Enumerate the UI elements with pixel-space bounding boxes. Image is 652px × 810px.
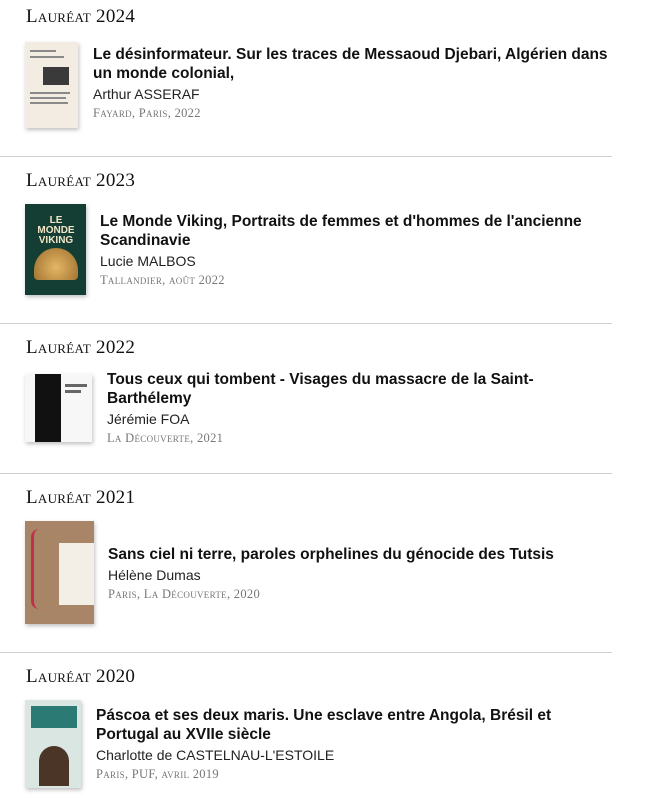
book-publisher: Paris, La Découverte, 2020	[108, 587, 260, 601]
viking-ornament-icon	[34, 248, 78, 280]
book-info-2021	[108, 545, 618, 602]
book-info-2023	[100, 212, 618, 288]
book-cover-le-monde-viking[interactable]: LE MONDE VIKING	[25, 204, 86, 295]
section-divider	[0, 652, 612, 653]
book-author: Lucie MALBOS	[100, 253, 196, 269]
book-title[interactable]: Le Monde Viking, Portraits de femmes et d'hommes de l'ancienne Scandinavie	[100, 213, 582, 249]
section-heading-2023: Lauréat 2023	[26, 170, 136, 191]
section-divider	[0, 473, 612, 474]
book-info-2020	[96, 706, 618, 782]
section-divider	[0, 323, 612, 324]
book-title[interactable]: Tous ceux qui tombent - Visages du massacre de la Saint- Barthélemy	[107, 371, 534, 407]
book-info-2024	[93, 45, 618, 121]
book-author: Jérémie FOA	[107, 411, 190, 427]
book-publisher: Fayard, Paris, 2022	[93, 106, 201, 120]
book-title[interactable]: Páscoa et ses deux maris. Une esclave entre Angola, Brésil et Portugal au XVIIe siècle	[96, 707, 552, 743]
book-cover-pascoa-et-ses-deux-maris[interactable]	[25, 700, 81, 788]
book-title[interactable]: Le désinformateur. Sur les traces de Messaoud Djebari, Algérien dans un monde colonial,	[93, 46, 608, 82]
book-publisher: Paris, PUF, avril 2019	[96, 767, 219, 781]
book-publisher: La Découverte, 2021	[107, 431, 224, 445]
section-heading-2024: Lauréat 2024	[26, 6, 136, 27]
section-heading-2021: Lauréat 2021	[26, 487, 136, 508]
book-title[interactable]: Sans ciel ni terre, paroles orphelines du génocide des Tutsis	[108, 546, 554, 563]
book-author: Hélène Dumas	[108, 567, 201, 583]
book-cover-le-desinformateur[interactable]	[25, 42, 78, 128]
book-info-2022	[107, 370, 618, 446]
book-publisher: Tallandier, août 2022	[100, 273, 225, 287]
book-cover-tous-ceux-qui-tombent[interactable]	[25, 374, 92, 442]
section-heading-2020: Lauréat 2020	[26, 666, 136, 687]
book-cover-sans-ciel-ni-terre[interactable]	[25, 521, 94, 624]
section-divider	[0, 156, 612, 157]
section-heading-2022: Lauréat 2022	[26, 337, 136, 358]
book-author: Arthur ASSERAF	[93, 86, 200, 102]
book-author: Charlotte de CASTELNAU-L'ESTOILE	[96, 747, 335, 763]
